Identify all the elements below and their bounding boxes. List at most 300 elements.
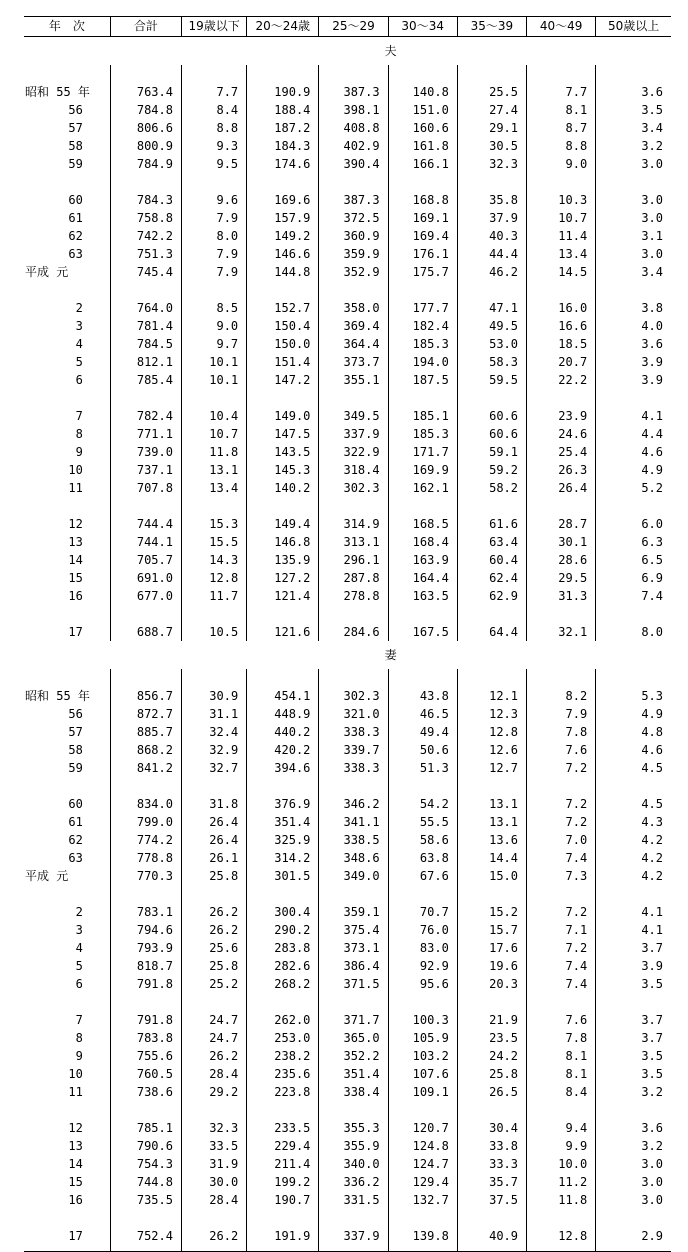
age-35-39-cell: 26.5 (457, 1083, 526, 1101)
table-row (24, 587, 671, 605)
age-50-over-cell: 3.0 (596, 155, 671, 173)
spacer-cell (596, 885, 671, 903)
age-35-39-cell: 62.4 (457, 569, 526, 587)
spacer-row (24, 497, 671, 515)
age-30-34-cell: 169.1 (388, 209, 457, 227)
age-40-49-cell: 18.5 (527, 335, 596, 353)
age-under-19-cell: 26.4 (181, 831, 246, 849)
age-under-19-cell: 28.4 (181, 1191, 246, 1209)
age-25-29-cell: 284.6 (319, 623, 388, 641)
age-35-39-cell: 30.4 (457, 1119, 526, 1137)
spacer-cell (181, 281, 246, 299)
age-40-49-cell: 26.4 (527, 479, 596, 497)
age-50-over-cell: 3.5 (596, 1047, 671, 1065)
total-cell: 751.3 (110, 245, 181, 263)
age-40-49-cell: 12.8 (527, 1227, 596, 1245)
year-cell: 57 (25, 121, 83, 135)
header-age-40-49: 40～49 (527, 17, 596, 37)
table-row (24, 335, 671, 353)
age-under-19-cell: 32.3 (181, 1119, 246, 1137)
age-20-24-cell: 190.7 (247, 1191, 319, 1209)
age-50-over-cell: 6.9 (596, 569, 671, 587)
closing-row (24, 1245, 671, 1252)
spacer-cell (388, 65, 457, 83)
age-30-34-cell: 151.0 (388, 101, 457, 119)
age-under-19-cell: 30.9 (181, 687, 246, 705)
total-cell: 791.8 (110, 975, 181, 993)
age-35-39-cell: 60.6 (457, 425, 526, 443)
table-row (24, 975, 671, 993)
spacer-cell (247, 777, 319, 795)
age-20-24-cell: 376.9 (247, 795, 319, 813)
table-row (24, 1155, 671, 1173)
age-50-over-cell: 6.0 (596, 515, 671, 533)
age-20-24-cell: 235.6 (247, 1065, 319, 1083)
header-age-50-over: 50歳以上 (596, 17, 671, 37)
age-30-34-cell: 176.1 (388, 245, 457, 263)
table-row (24, 299, 671, 317)
section-title-spacer (24, 37, 110, 66)
age-30-34-cell: 169.9 (388, 461, 457, 479)
age-under-19-cell: 7.7 (181, 83, 246, 101)
age-25-29-cell: 387.3 (319, 191, 388, 209)
spacer-cell (319, 993, 388, 1011)
age-under-19-cell: 8.4 (181, 101, 246, 119)
age-30-34-cell: 185.1 (388, 407, 457, 425)
year-cell: 16 (25, 589, 83, 603)
table-row (24, 723, 671, 741)
spacer-cell (181, 1209, 246, 1227)
year-cell: 58 (25, 743, 83, 757)
age-20-24-cell: 268.2 (247, 975, 319, 993)
age-50-over-cell: 3.2 (596, 137, 671, 155)
spacer-cell (110, 281, 181, 299)
age-30-34-cell: 58.6 (388, 831, 457, 849)
age-under-19-cell: 32.4 (181, 723, 246, 741)
spacer-cell (110, 65, 181, 83)
age-50-over-cell: 4.2 (596, 849, 671, 867)
spacer-cell (110, 497, 181, 515)
table-row (24, 1065, 671, 1083)
age-under-19-cell: 24.7 (181, 1011, 246, 1029)
year-cell: 5 (25, 959, 83, 973)
age-25-29-cell: 321.0 (319, 705, 388, 723)
table-row (24, 461, 671, 479)
age-20-24-cell: 146.6 (247, 245, 319, 263)
spacer-cell (457, 885, 526, 903)
age-30-34-cell: 70.7 (388, 903, 457, 921)
spacer-row (24, 885, 671, 903)
table-row (24, 245, 671, 263)
age-25-29-cell: 365.0 (319, 1029, 388, 1047)
age-35-39-cell: 33.3 (457, 1155, 526, 1173)
age-50-over-cell: 4.6 (596, 741, 671, 759)
age-under-19-cell: 31.1 (181, 705, 246, 723)
age-40-49-cell: 7.2 (527, 795, 596, 813)
age-40-49-cell: 7.8 (527, 1029, 596, 1047)
age-50-over-cell: 4.3 (596, 813, 671, 831)
spacer-cell (247, 993, 319, 1011)
age-25-29-cell: 318.4 (319, 461, 388, 479)
age-20-24-cell: 282.6 (247, 957, 319, 975)
age-20-24-cell: 229.4 (247, 1137, 319, 1155)
spacer-cell (319, 65, 388, 83)
age-35-39-cell: 40.9 (457, 1227, 526, 1245)
header-age-25-29: 25～29 (319, 17, 388, 37)
age-25-29-cell: 340.0 (319, 1155, 388, 1173)
year-cell: 14 (25, 553, 83, 567)
closing-cell (388, 1245, 457, 1252)
total-cell: 742.2 (110, 227, 181, 245)
age-50-over-cell: 3.0 (596, 1155, 671, 1173)
age-40-49-cell: 16.0 (527, 299, 596, 317)
age-30-34-cell: 43.8 (388, 687, 457, 705)
age-40-49-cell: 30.1 (527, 533, 596, 551)
table-row (24, 137, 671, 155)
age-30-34-cell: 55.5 (388, 813, 457, 831)
age-30-34-cell: 124.8 (388, 1137, 457, 1155)
age-30-34-cell: 100.3 (388, 1011, 457, 1029)
age-25-29-cell: 302.3 (319, 479, 388, 497)
spacer-row (24, 669, 671, 687)
age-30-34-cell: 140.8 (388, 83, 457, 101)
age-25-29-cell: 375.4 (319, 921, 388, 939)
age-40-49-cell: 11.4 (527, 227, 596, 245)
age-50-over-cell: 4.1 (596, 407, 671, 425)
spacer-cell (24, 1101, 110, 1119)
age-20-24-cell: 440.2 (247, 723, 319, 741)
age-40-49-cell: 11.8 (527, 1191, 596, 1209)
spacer-cell (596, 605, 671, 623)
age-under-19-cell: 24.7 (181, 1029, 246, 1047)
age-30-34-cell: 177.7 (388, 299, 457, 317)
age-40-49-cell: 26.3 (527, 461, 596, 479)
table-body (24, 37, 671, 1252)
spacer-cell (181, 173, 246, 191)
age-under-19-cell: 28.4 (181, 1065, 246, 1083)
table-row (24, 533, 671, 551)
age-35-39-cell: 15.7 (457, 921, 526, 939)
age-40-49-cell: 7.6 (527, 1011, 596, 1029)
age-under-19-cell: 10.4 (181, 407, 246, 425)
spacer-cell (457, 605, 526, 623)
total-cell: 744.8 (110, 1173, 181, 1191)
total-cell: 738.6 (110, 1083, 181, 1101)
year-cell: 6 (25, 373, 83, 387)
total-cell: 752.4 (110, 1227, 181, 1245)
year-cell: 11 (25, 481, 83, 495)
total-cell: 754.3 (110, 1155, 181, 1173)
age-under-19-cell: 15.3 (181, 515, 246, 533)
age-under-19-cell: 8.0 (181, 227, 246, 245)
table-row (24, 155, 671, 173)
section-title-spacer (24, 641, 110, 669)
spacer-cell (527, 497, 596, 515)
table-row (24, 101, 671, 119)
spacer-cell (110, 1101, 181, 1119)
age-25-29-cell: 278.8 (319, 587, 388, 605)
spacer-cell (388, 885, 457, 903)
table-row (24, 849, 671, 867)
age-20-24-cell: 151.4 (247, 353, 319, 371)
total-cell: 774.2 (110, 831, 181, 849)
age-30-34-cell: 105.9 (388, 1029, 457, 1047)
total-cell: 758.8 (110, 209, 181, 227)
spacer-cell (247, 605, 319, 623)
year-cell: 平成 元 (25, 265, 69, 279)
spacer-row (24, 281, 671, 299)
age-50-over-cell: 3.0 (596, 1191, 671, 1209)
header-age-35-39: 35～39 (457, 17, 526, 37)
age-50-over-cell: 3.6 (596, 83, 671, 101)
age-40-49-cell: 8.1 (527, 1065, 596, 1083)
age-50-over-cell: 3.5 (596, 1065, 671, 1083)
age-20-24-cell: 135.9 (247, 551, 319, 569)
total-cell: 791.8 (110, 1011, 181, 1029)
year-cell: 7 (25, 1013, 83, 1027)
age-35-39-cell: 64.4 (457, 623, 526, 641)
age-40-49-cell: 14.5 (527, 263, 596, 281)
age-40-49-cell: 7.2 (527, 759, 596, 777)
total-cell: 784.8 (110, 101, 181, 119)
year-cell: 63 (25, 851, 83, 865)
year-cell: 59 (25, 157, 83, 171)
spacer-cell (247, 173, 319, 191)
age-20-24-cell: 146.8 (247, 533, 319, 551)
age-30-34-cell: 185.3 (388, 335, 457, 353)
age-25-29-cell: 359.1 (319, 903, 388, 921)
age-50-over-cell: 3.0 (596, 209, 671, 227)
spacer-cell (596, 1209, 671, 1227)
spacer-cell (319, 497, 388, 515)
section-title-row (24, 37, 671, 66)
age-40-49-cell: 7.1 (527, 921, 596, 939)
age-20-24-cell: 283.8 (247, 939, 319, 957)
age-40-49-cell: 7.6 (527, 741, 596, 759)
total-cell: 745.4 (110, 263, 181, 281)
spacer-cell (247, 497, 319, 515)
table-row (24, 831, 671, 849)
age-30-34-cell: 194.0 (388, 353, 457, 371)
age-25-29-cell: 296.1 (319, 551, 388, 569)
age-35-39-cell: 20.3 (457, 975, 526, 993)
age-35-39-cell: 30.5 (457, 137, 526, 155)
age-under-19-cell: 26.2 (181, 1047, 246, 1065)
age-40-49-cell: 8.1 (527, 101, 596, 119)
age-25-29-cell: 364.4 (319, 335, 388, 353)
age-35-39-cell: 35.8 (457, 191, 526, 209)
age-20-24-cell: 127.2 (247, 569, 319, 587)
age-50-over-cell: 4.8 (596, 723, 671, 741)
table-row (24, 209, 671, 227)
age-40-49-cell: 7.0 (527, 831, 596, 849)
spacer-row (24, 1209, 671, 1227)
spacer-cell (247, 389, 319, 407)
spacer-cell (527, 777, 596, 795)
table-row (24, 687, 671, 705)
age-20-24-cell: 187.2 (247, 119, 319, 137)
age-20-24-cell: 157.9 (247, 209, 319, 227)
total-cell: 806.6 (110, 119, 181, 137)
age-under-19-cell: 14.3 (181, 551, 246, 569)
total-cell: 885.7 (110, 723, 181, 741)
age-20-24-cell: 184.3 (247, 137, 319, 155)
spacer-cell (527, 389, 596, 407)
spacer-cell (457, 281, 526, 299)
spacer-cell (319, 885, 388, 903)
age-35-39-cell: 32.3 (457, 155, 526, 173)
age-under-19-cell: 9.7 (181, 335, 246, 353)
age-25-29-cell: 358.0 (319, 299, 388, 317)
age-30-34-cell: 167.5 (388, 623, 457, 641)
age-30-34-cell: 63.8 (388, 849, 457, 867)
age-35-39-cell: 53.0 (457, 335, 526, 353)
age-25-29-cell: 337.9 (319, 425, 388, 443)
total-cell: 688.7 (110, 623, 181, 641)
age-30-34-cell: 83.0 (388, 939, 457, 957)
total-cell: 784.9 (110, 155, 181, 173)
age-50-over-cell: 4.2 (596, 831, 671, 849)
table-row (24, 1191, 671, 1209)
spacer-cell (110, 885, 181, 903)
table-row (24, 569, 671, 587)
age-25-29-cell: 338.3 (319, 759, 388, 777)
header-age-20-24: 20～24歳 (247, 17, 319, 37)
age-25-29-cell: 408.8 (319, 119, 388, 137)
spacer-cell (319, 389, 388, 407)
table-row (24, 1029, 671, 1047)
age-25-29-cell: 373.7 (319, 353, 388, 371)
age-20-24-cell: 140.2 (247, 479, 319, 497)
spacer-cell (319, 605, 388, 623)
age-40-49-cell: 22.2 (527, 371, 596, 389)
age-50-over-cell: 3.2 (596, 1137, 671, 1155)
table-row (24, 425, 671, 443)
year-cell: 7 (25, 409, 83, 423)
age-40-49-cell: 7.2 (527, 903, 596, 921)
age-25-29-cell: 339.7 (319, 741, 388, 759)
spacer-cell (110, 173, 181, 191)
data-table (24, 16, 671, 1252)
spacer-row (24, 173, 671, 191)
age-30-34-cell: 49.4 (388, 723, 457, 741)
table-row (24, 443, 671, 461)
year-cell: 8 (25, 427, 83, 441)
spacer-cell (388, 1209, 457, 1227)
age-under-19-cell: 13.4 (181, 479, 246, 497)
age-under-19-cell: 26.2 (181, 921, 246, 939)
age-40-49-cell: 7.4 (527, 957, 596, 975)
age-25-29-cell: 359.9 (319, 245, 388, 263)
table-row (24, 479, 671, 497)
age-35-39-cell: 44.4 (457, 245, 526, 263)
age-30-34-cell: 169.4 (388, 227, 457, 245)
age-25-29-cell: 360.9 (319, 227, 388, 245)
spacer-cell (247, 885, 319, 903)
spacer-cell (247, 1209, 319, 1227)
age-under-19-cell: 25.2 (181, 975, 246, 993)
year-cell: 61 (25, 211, 83, 225)
age-30-34-cell: 50.6 (388, 741, 457, 759)
spacer-cell (388, 993, 457, 1011)
year-cell: 60 (25, 193, 83, 207)
table-row (24, 903, 671, 921)
section-title: 夫 (384, 44, 397, 58)
spacer-cell (24, 389, 110, 407)
year-cell: 58 (25, 139, 83, 153)
table-row (24, 795, 671, 813)
age-25-29-cell: 352.2 (319, 1047, 388, 1065)
spacer-cell (596, 497, 671, 515)
age-35-39-cell: 49.5 (457, 317, 526, 335)
table-row (24, 939, 671, 957)
age-35-39-cell: 60.6 (457, 407, 526, 425)
age-20-24-cell: 394.6 (247, 759, 319, 777)
total-cell: 763.4 (110, 83, 181, 101)
year-cell: 平成 元 (25, 869, 69, 883)
age-25-29-cell: 386.4 (319, 957, 388, 975)
year-cell: 60 (25, 797, 83, 811)
age-25-29-cell: 337.9 (319, 1227, 388, 1245)
age-35-39-cell: 25.5 (457, 83, 526, 101)
total-cell: 735.5 (110, 1191, 181, 1209)
spacer-row (24, 65, 671, 83)
spacer-cell (596, 281, 671, 299)
total-cell: 812.1 (110, 353, 181, 371)
closing-cell (319, 1245, 388, 1252)
spacer-cell (527, 993, 596, 1011)
table-row (24, 1119, 671, 1137)
year-cell: 17 (25, 625, 83, 639)
year-cell: 16 (25, 1193, 83, 1207)
spacer-cell (527, 669, 596, 687)
year-cell: 59 (25, 761, 83, 775)
spacer-cell (388, 669, 457, 687)
age-40-49-cell: 7.8 (527, 723, 596, 741)
age-40-49-cell: 7.2 (527, 813, 596, 831)
age-25-29-cell: 313.1 (319, 533, 388, 551)
spacer-cell (596, 389, 671, 407)
table-row (24, 371, 671, 389)
age-25-29-cell: 331.5 (319, 1191, 388, 1209)
table-row (24, 867, 671, 885)
spacer-cell (24, 885, 110, 903)
total-cell: 764.0 (110, 299, 181, 317)
table-row (24, 191, 671, 209)
age-under-19-cell: 11.8 (181, 443, 246, 461)
spacer-cell (24, 281, 110, 299)
total-cell: 872.7 (110, 705, 181, 723)
age-30-34-cell: 46.5 (388, 705, 457, 723)
total-cell: 705.7 (110, 551, 181, 569)
age-30-34-cell: 107.6 (388, 1065, 457, 1083)
age-40-49-cell: 8.1 (527, 1047, 596, 1065)
age-20-24-cell: 300.4 (247, 903, 319, 921)
table-row (24, 1047, 671, 1065)
spacer-cell (110, 389, 181, 407)
total-cell: 737.1 (110, 461, 181, 479)
age-under-19-cell: 25.8 (181, 957, 246, 975)
age-40-49-cell: 28.7 (527, 515, 596, 533)
spacer-cell (319, 777, 388, 795)
age-25-29-cell: 349.0 (319, 867, 388, 885)
age-50-over-cell: 3.0 (596, 191, 671, 209)
total-cell: 783.8 (110, 1029, 181, 1047)
age-40-49-cell: 23.9 (527, 407, 596, 425)
age-under-19-cell: 33.5 (181, 1137, 246, 1155)
year-cell: 昭和 55 年 (25, 85, 90, 99)
age-40-49-cell: 10.0 (527, 1155, 596, 1173)
